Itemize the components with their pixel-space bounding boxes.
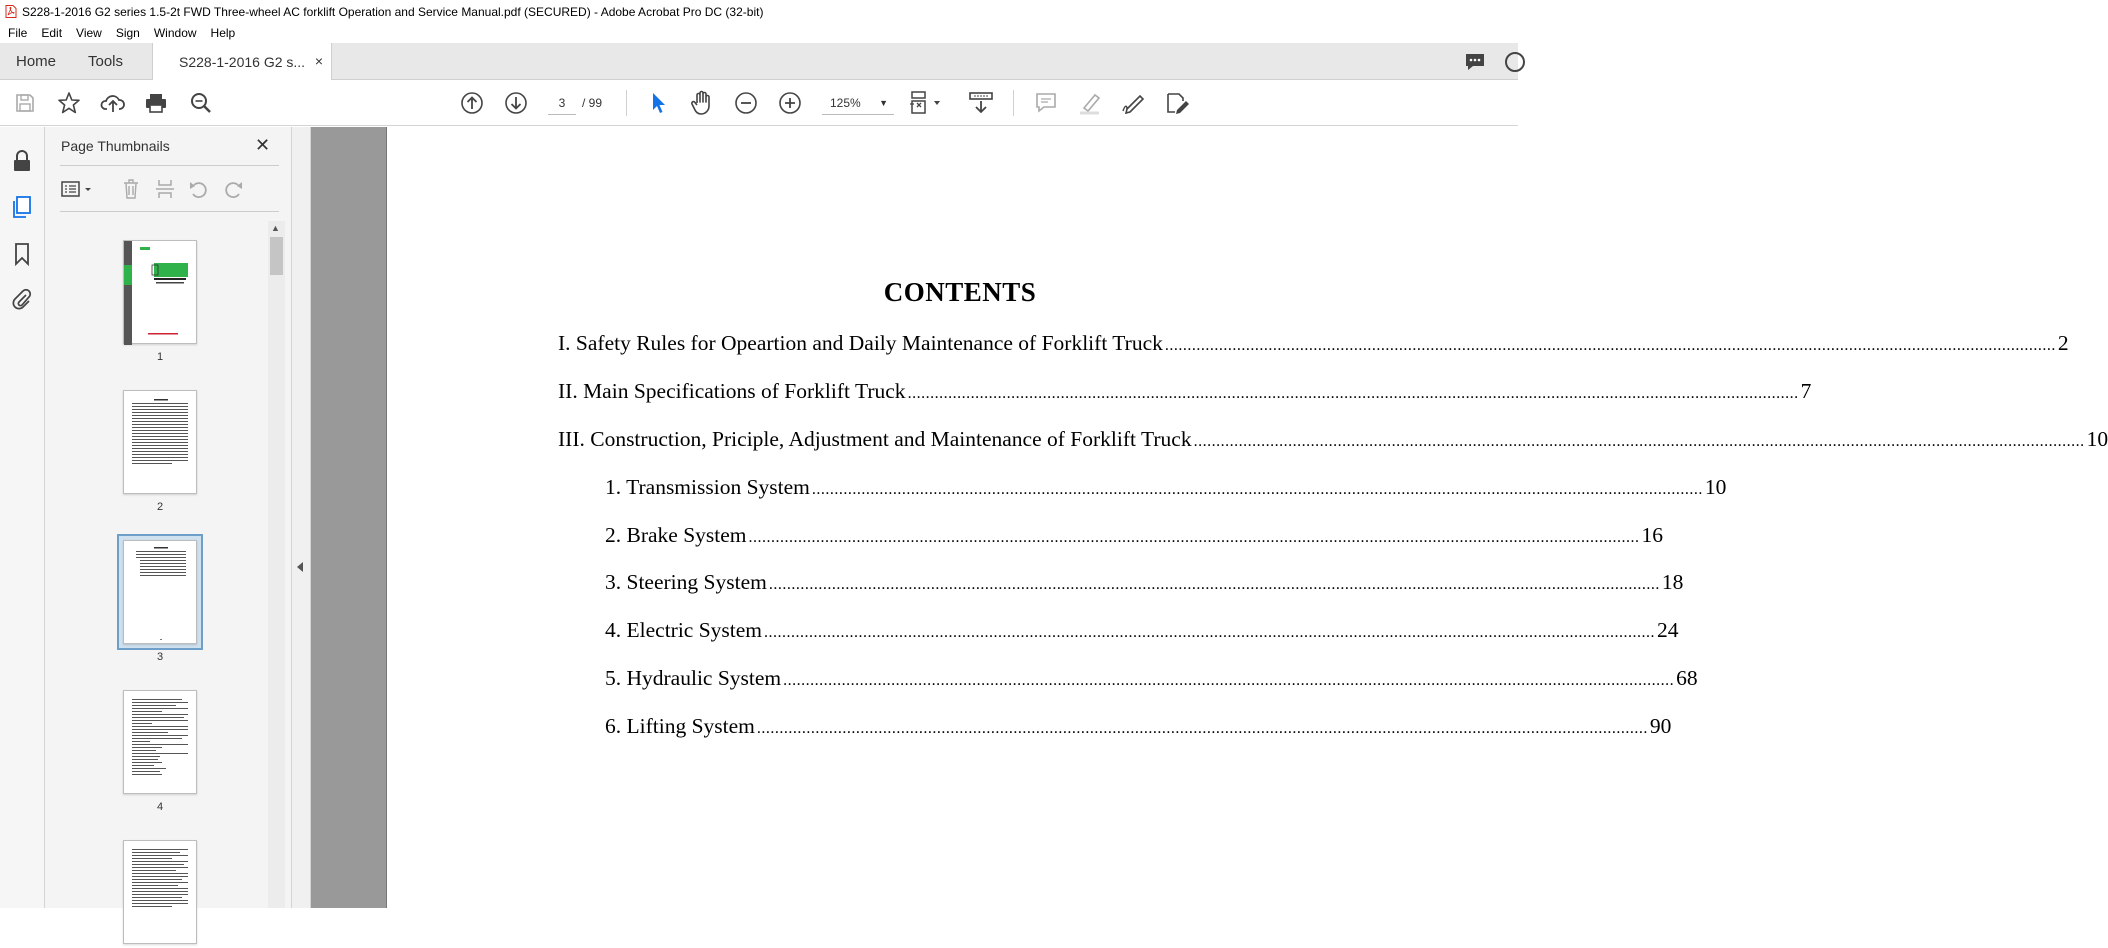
- toolbar-divider: [626, 90, 627, 116]
- toc-entry-title: 5. Hydraulic System: [605, 666, 782, 690]
- toc-entry-title: 3. Steering System: [605, 570, 767, 594]
- text-page-preview: [124, 841, 198, 945]
- page-total: / 99: [582, 96, 603, 110]
- toc-entry: [605, 475, 1727, 503]
- toc-entry-title: 6. Lifting System: [605, 714, 755, 738]
- tab-document-label: S228-1-2016 G2 s...: [179, 54, 306, 70]
- toolbar-divider: [1013, 90, 1014, 116]
- tab-bar: [0, 43, 1518, 80]
- toc-entry-title: II. Main Specifications of Forklift Truck: [558, 379, 906, 403]
- thumbnail-label-3: 3: [156, 651, 164, 663]
- toc-entry-page: 24: [1657, 618, 1679, 642]
- bookmark-icon[interactable]: [10, 242, 34, 266]
- extract-page-icon[interactable]: [154, 178, 176, 200]
- tab-right-icons: [1464, 43, 1518, 80]
- toc-entry: [558, 379, 1812, 407]
- contents-page-preview: [124, 541, 198, 645]
- hand-icon[interactable]: [689, 90, 715, 116]
- scroll-mode-icon[interactable]: [968, 90, 994, 116]
- rotate-clockwise-icon[interactable]: [222, 178, 244, 200]
- toc-entry: [605, 666, 1698, 694]
- title-bar: [0, 0, 1518, 23]
- pdf-page: [386, 127, 2108, 908]
- menu-view[interactable]: View: [76, 26, 102, 40]
- toc-entry-page: 90: [1649, 714, 1672, 738]
- thumbnail-page-2[interactable]: [123, 390, 197, 494]
- scroll-thumb[interactable]: [270, 237, 283, 275]
- comment-icon[interactable]: [1033, 90, 1059, 116]
- menu-window[interactable]: Window: [153, 26, 197, 40]
- thumbnail-tools: [60, 177, 280, 203]
- thumbnail-page-1[interactable]: [123, 240, 197, 344]
- rotate-counterclockwise-icon[interactable]: [188, 178, 210, 200]
- toc-entry: [605, 714, 1672, 742]
- toc-entry-page: 16: [1641, 523, 1664, 547]
- toc-leader: ......................................................................................................................................................................................................: [768, 576, 1660, 593]
- toc-entry-page: 68: [1676, 666, 1698, 690]
- thumbnail-page-3[interactable]: [123, 540, 197, 644]
- page-thumbnails-panel: [45, 127, 292, 908]
- highlight-icon[interactable]: [1077, 90, 1103, 116]
- previous-page-icon[interactable]: [459, 90, 485, 116]
- toc-leader: ......................................................................................................................................................................................................: [783, 672, 1675, 689]
- panel-divider: [60, 211, 279, 212]
- scroll-up-icon[interactable]: ▲: [271, 223, 280, 233]
- print-icon[interactable]: [143, 90, 169, 116]
- toc-entry-page: 10: [2086, 427, 2108, 451]
- thumbnail-page-5[interactable]: [123, 840, 197, 944]
- toc-leader: ......................................................................................................................................................................................................: [811, 481, 1703, 498]
- toc-leader: ......................................................................................................................................................................................................: [1193, 433, 2085, 450]
- menu-file[interactable]: File: [8, 26, 28, 40]
- next-page-icon[interactable]: [503, 90, 529, 116]
- pdf-file-icon: [5, 5, 17, 18]
- tab-tools[interactable]: Tools: [88, 53, 124, 70]
- cover-preview: [124, 241, 198, 345]
- toc-entry-title: 2. Brake System: [605, 523, 747, 547]
- toc-leader: ......................................................................................................................................................................................................: [907, 385, 1799, 402]
- toc-entry: [605, 618, 1679, 646]
- chevron-down-icon: ▼: [879, 98, 888, 108]
- menu-bar: [0, 23, 1518, 43]
- select-arrow-icon[interactable]: [645, 90, 671, 116]
- main-toolbar: [0, 80, 1518, 126]
- zoom-in-icon[interactable]: [777, 90, 803, 116]
- sign-icon[interactable]: [1121, 90, 1147, 116]
- panel-title: Page Thumbnails: [61, 138, 170, 154]
- thumbnail-label-4: 4: [156, 801, 164, 813]
- toc-entry-title: 1. Transmission System: [605, 475, 810, 499]
- collapse-panel-icon[interactable]: [297, 562, 303, 572]
- fit-page-icon[interactable]: [912, 90, 938, 116]
- left-rail: [0, 127, 45, 908]
- toc-entry-page: 7: [1800, 379, 1812, 403]
- delete-page-icon[interactable]: [121, 178, 141, 200]
- cloud-upload-icon[interactable]: [100, 90, 126, 116]
- menu-edit[interactable]: Edit: [41, 26, 63, 40]
- attachment-icon[interactable]: [10, 287, 34, 311]
- tab-home[interactable]: Home: [16, 53, 57, 70]
- menu-sign[interactable]: Sign: [115, 26, 140, 40]
- tab-close-button[interactable]: ×: [314, 53, 323, 69]
- star-icon[interactable]: [56, 90, 82, 116]
- contents-heading: CONTENTS: [883, 277, 1037, 307]
- thumbnail-page-4[interactable]: [123, 690, 197, 794]
- toc-leader: ......................................................................................................................................................................................................: [1164, 337, 2056, 354]
- lock-icon[interactable]: [10, 149, 34, 173]
- zoom-select[interactable]: [822, 91, 894, 115]
- toc-entry: [558, 331, 2069, 359]
- thumbnail-scrollbar[interactable]: [268, 221, 285, 908]
- document-view[interactable]: [311, 127, 2108, 908]
- zoom-out-icon[interactable]: [733, 90, 759, 116]
- help-icon[interactable]: [1504, 51, 1518, 73]
- toc-entry-page: 10: [1704, 475, 1727, 499]
- toc-leader: ......................................................................................................................................................................................................: [764, 624, 1656, 641]
- toc-entry: [605, 523, 1664, 551]
- tab-document[interactable]: [152, 43, 332, 81]
- toc-entry: [605, 570, 1684, 598]
- toc-leader: ......................................................................................................................................................................................................: [748, 529, 1640, 546]
- panel-splitter[interactable]: [292, 127, 311, 908]
- options-menu-icon[interactable]: [60, 179, 96, 199]
- fill-sign-icon[interactable]: [1165, 90, 1191, 116]
- text-page-preview: [124, 691, 198, 795]
- window-title: S228-1-2016 G2 series 1.5-2t FWD Three-wheel AC forklift Operation and Service Manual.pdf (SECURED) - Adobe Acrobat Pro DC (32-bit): [22, 4, 764, 19]
- menu-help[interactable]: Help: [210, 26, 236, 40]
- zoom-value: 125%: [830, 96, 861, 110]
- toc-entry-page: 2: [2057, 331, 2069, 355]
- page-number-input[interactable]: 3: [548, 91, 576, 115]
- toc-entry-title: 4. Electric System: [605, 618, 763, 642]
- toc-entry-title: III. Construction, Priciple, Adjustment and Maintenance of Forklift Truck: [558, 427, 1192, 451]
- save-icon[interactable]: [12, 90, 38, 116]
- pages-icon[interactable]: [10, 195, 34, 219]
- toc-entry: [558, 427, 2108, 455]
- comment-bubble-icon[interactable]: [1464, 52, 1486, 72]
- text-page-preview: [124, 391, 198, 495]
- close-icon[interactable]: ✕: [255, 135, 271, 155]
- zoom-search-icon[interactable]: [188, 90, 214, 116]
- toc-entry-page: 18: [1661, 570, 1684, 594]
- panel-divider: [60, 165, 279, 166]
- toc-leader: ......................................................................................................................................................................................................: [756, 720, 1648, 737]
- toc-entry-title: I. Safety Rules for Opeartion and Daily Maintenance of Forklift Truck: [558, 331, 1163, 355]
- thumbnail-label-2: 2: [156, 501, 164, 513]
- thumbnail-label-1: 1: [156, 351, 164, 363]
